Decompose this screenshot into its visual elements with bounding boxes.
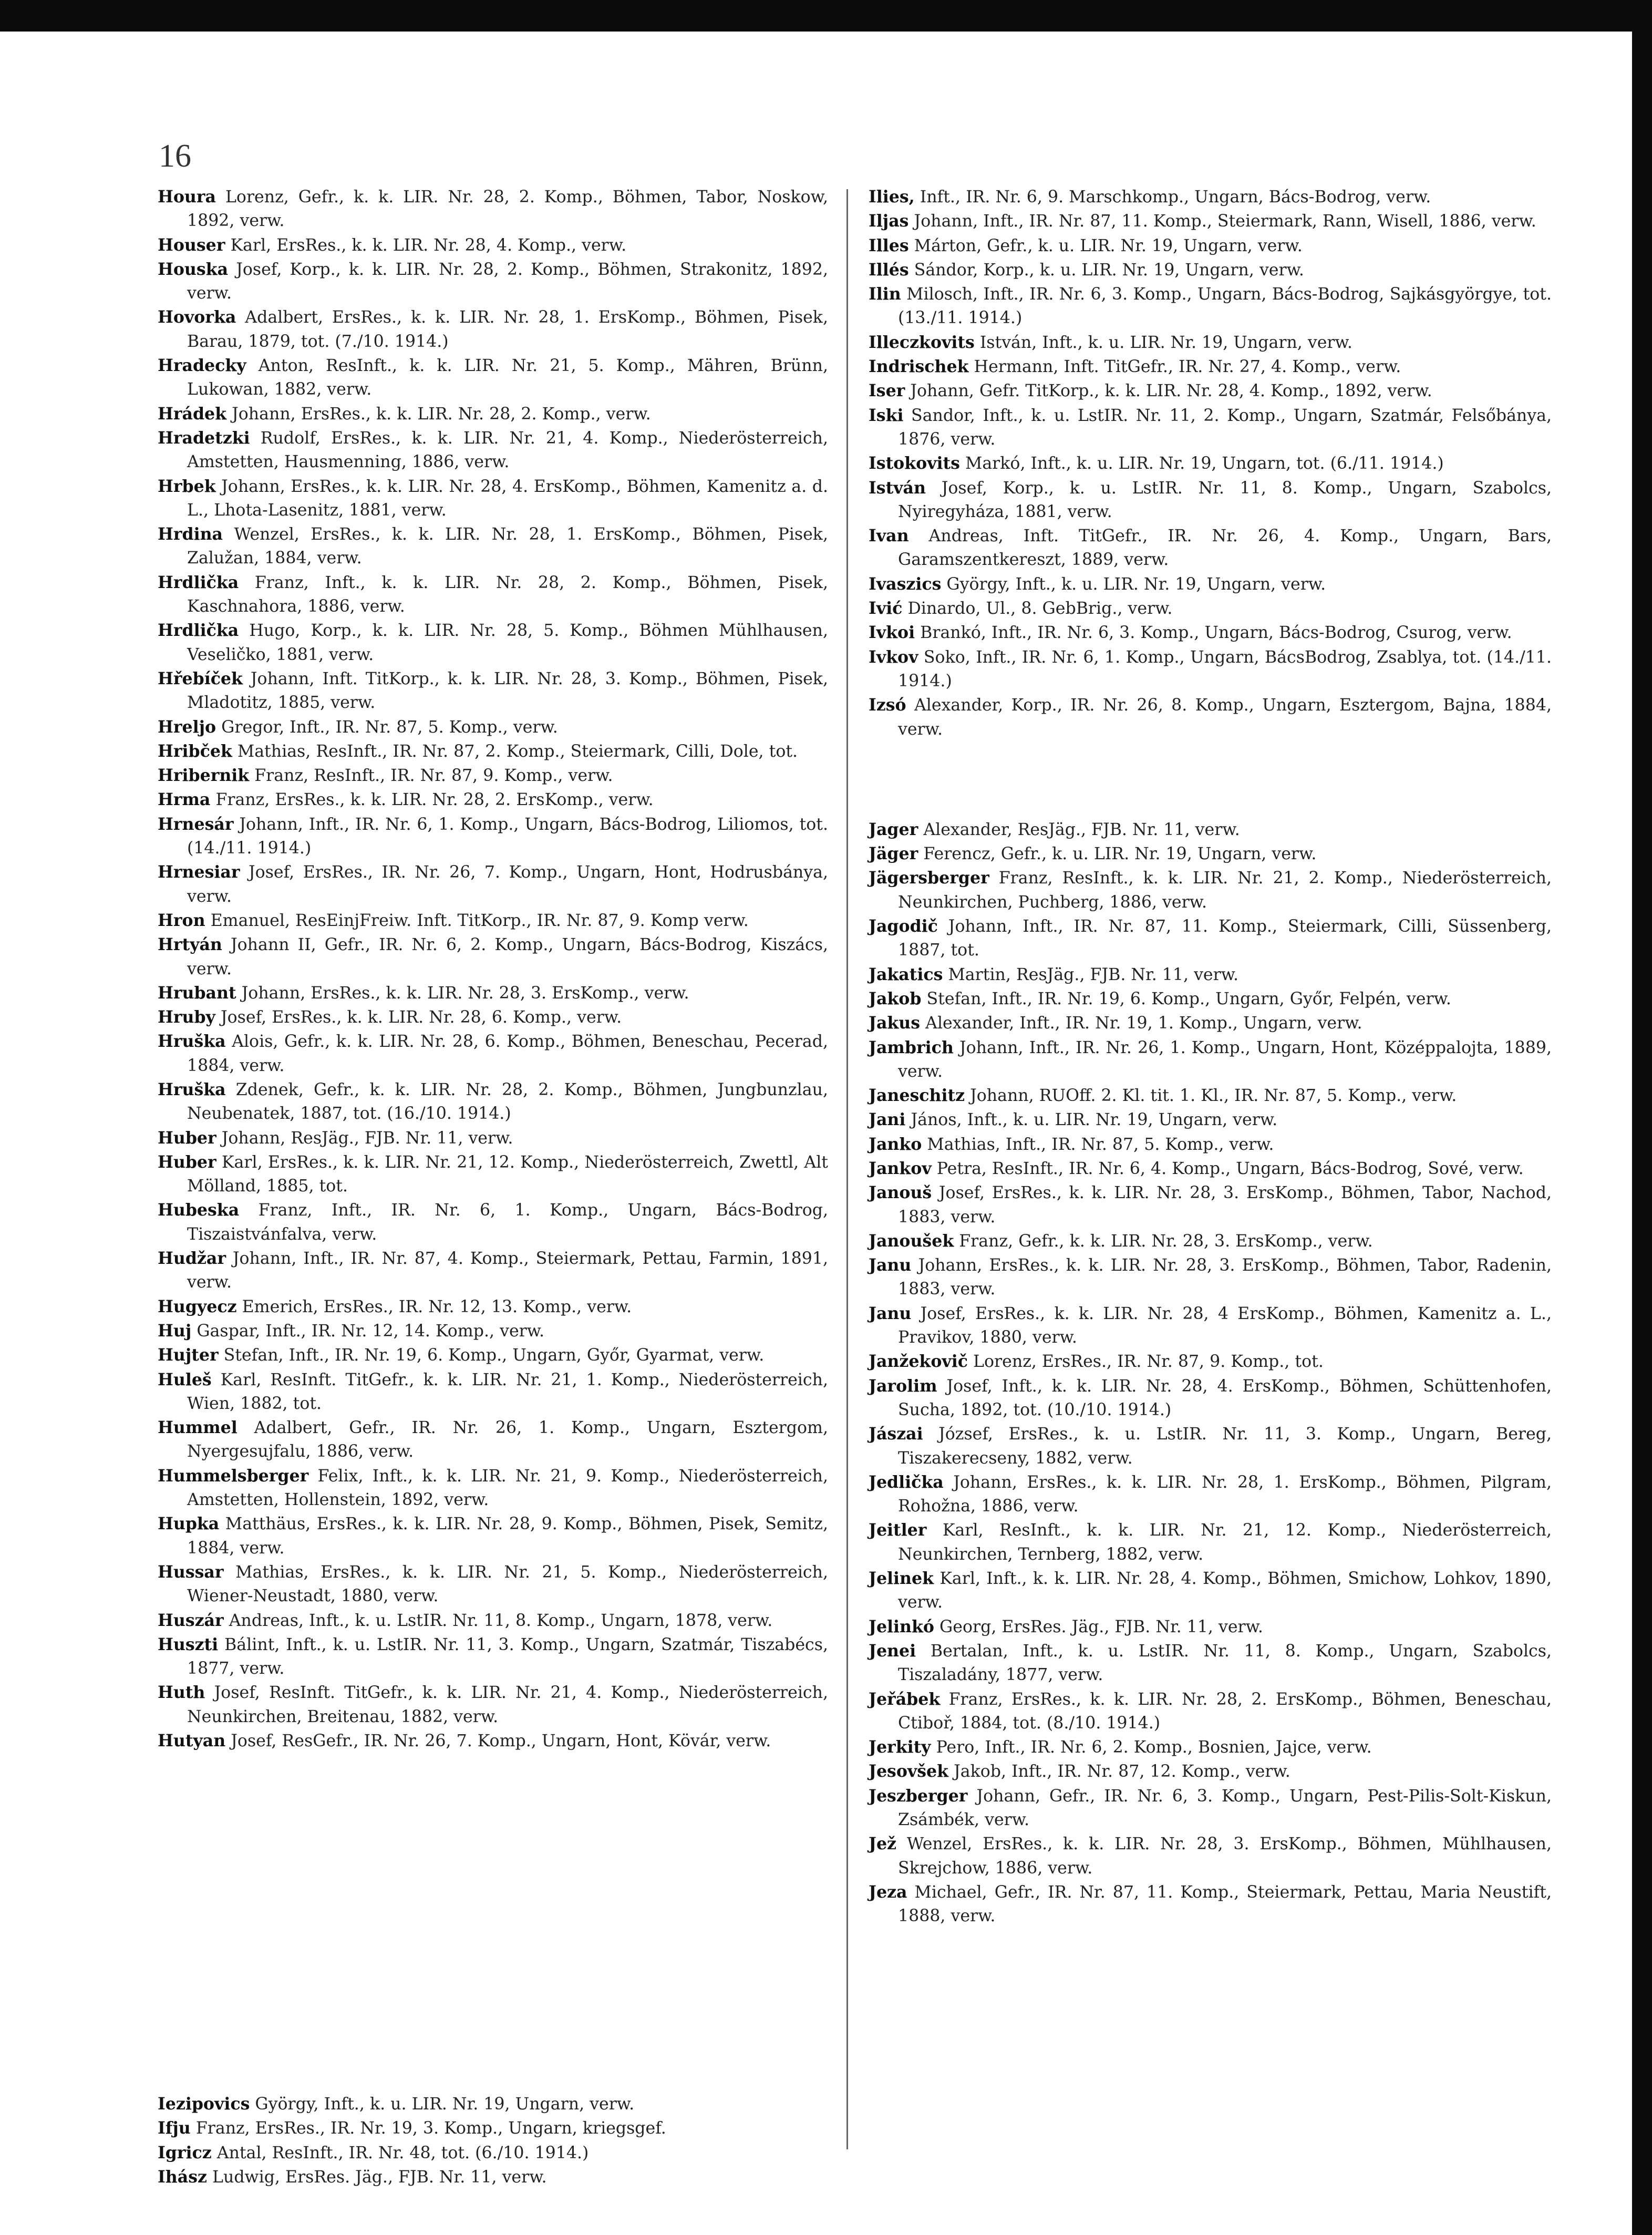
list-entry [158,981,828,1005]
entry-surname: Hřebíček [158,668,243,688]
entry-details: Josef, Inft., k. k. LIR. Nr. 28, 4. ErsKomp., Böhmen, Schüttenhofen, Sucha, 1892, tot. (10./10. 1914.) [898,1376,1552,1419]
entry-details: János, Inft., k. u. LIR. Nr. 19, Ungarn, verw. [911,1110,1278,1130]
list-entry [869,987,1552,1011]
entry-surname: Jelinkó [869,1616,934,1636]
list-entry [158,354,828,402]
entry-details: Josef, ErsRes., k. k. LIR. Nr. 28, 3. ErsKomp., Böhmen, Tabor, Nachod, 1883, verw. [898,1183,1552,1227]
entry-details: Inft., IR. Nr. 6, 9. Marschkomp., Ungarn, Bács-Bodrog, verw. [920,188,1431,207]
list-entry [158,2141,828,2165]
list-entry [869,1181,1552,1229]
entry-surname: Janoušek [869,1231,954,1251]
list-entry [158,764,828,788]
entry-details: Sandor, Inft., k. u. LstIR. Nr. 11, 2. Komp., Ungarn, Szatmár, Felsőbánya, 1876, verw. [898,406,1552,449]
entry-surname: Hummelsberger [158,1466,309,1486]
entry-details: Johann, ErsRes., k. k. LIR. Nr. 28, 4. ErsKomp., Böhmen, Kamenitz a. d. L., Lhota-Lasenitz, 1881, verw. [187,477,828,520]
entry-surname: Jakus [869,1013,921,1033]
entry-details: Alexander, Korp., IR. Nr. 26, 8. Komp., Ungarn, Esztergom, Bajna, 1884, verw. [898,696,1552,739]
list-entry [869,645,1552,694]
entry-surname: Houra [158,187,216,207]
entry-surname: Jagodič [869,916,938,936]
entry-surname: Igricz [158,2143,212,2162]
entry-surname: Hovorka [158,307,236,327]
entry-surname: Hribček [158,741,232,761]
entry-details: Milosch, Inft., IR. Nr. 6, 3. Komp., Ungarn, Bács-Bodrog, Sajkásgyörgye, tot. (13./11. 1914.) [898,285,1552,328]
entry-details: Johann, ErsRes., k. k. LIR. Nr. 28, 2. Komp., verw. [232,404,651,424]
entry-surname: Jedlička [869,1472,944,1492]
entry-surname: Hugyecz [158,1296,237,1316]
entry-details: György, Inft., k. u. LIR. Nr. 19, Ungarn, verw. [255,2095,635,2114]
list-entry [869,1132,1552,1157]
list-entry [869,1374,1552,1423]
entry-details: József, ErsRes., k. u. LstIR. Nr. 11, 3. Komp., Ungarn, Bereg, Tiszakerecseny, 1882, verw. [898,1425,1552,1468]
entry-surname: Ilin [869,284,901,304]
entry-details: Michael, Gefr., IR. Nr. 87, 11. Komp., Steiermark, Pettau, Maria Neustift, 1888, verw. [898,1882,1552,1926]
list-entry [869,914,1552,963]
list-entry [158,933,828,981]
scan-right-border [1632,0,1652,2235]
entry-surname: Ihász [158,2167,207,2187]
list-entry [158,812,828,861]
entry-surname: Ifju [158,2118,191,2138]
list-entry [869,963,1552,987]
entry-details: Franz, ErsRes., k. k. LIR. Nr. 28, 2. ErsKomp., Böhmen, Beneschau, Ctiboř, 1884, tot. (8./10. 1914.) [898,1690,1552,1733]
list-entry [158,909,828,933]
entry-surname: Jakatics [869,964,943,984]
entry-surname: Janu [869,1303,912,1323]
list-entry [869,1567,1552,1615]
entry-details: Adalbert, ErsRes., k. k. LIR. Nr. 28, 1. ErsKomp., Böhmen, Pisek, Barau, 1879, tot. (7./10. 1914.) [187,308,828,351]
entry-details: Martin, ResJäg., FJB. Nr. 11, verw. [948,965,1239,984]
list-entry [869,1036,1552,1084]
list-entry [869,1108,1552,1132]
entry-details: Johann, Inft., IR. Nr. 87, 4. Komp., Steiermark, Pettau, Farmin, 1891, verw. [187,1249,828,1292]
list-entry [869,1784,1552,1832]
entry-surname: Hruška [158,1079,226,1099]
entry-surname: Jeszberger [869,1786,968,1806]
list-entry [869,476,1552,524]
list-entry [158,305,828,354]
entry-surname: Hrtyán [158,935,222,955]
entry-details: István, Inft., k. u. LIR. Nr. 19, Ungarn, verw. [979,333,1352,352]
list-entry [158,1319,828,1343]
entry-details: Alexander, Inft., IR. Nr. 19, 1. Komp., Ungarn, verw. [925,1014,1362,1033]
list-entry [869,1832,1552,1880]
entry-details: Alexander, ResJäg., FJB. Nr. 11, verw. [923,820,1240,839]
list-entry [158,860,828,909]
list-entry [158,1078,828,1126]
list-entry [869,1735,1552,1759]
entry-surname: Hrdlička [158,621,239,641]
entry-details: Rudolf, ErsRes., k. k. LIR. Nr. 21, 4. Komp., Niederösterreich, Amstetten, Hausmenning, 1886, verw. [187,428,828,472]
entry-details: Andreas, Inft., k. u. LstIR. Nr. 11, 8. Komp., Ungarn, 1878, verw. [229,1611,773,1630]
entry-surname: Huj [158,1321,192,1341]
list-entry [869,1350,1552,1374]
entry-surname: Hrádek [158,404,227,424]
entry-surname: Janouš [869,1183,932,1203]
entry-details: Pero, Inft., IR. Nr. 6, 2. Komp., Bosnien, Jajce, verw. [936,1738,1372,1757]
entry-surname: Jászai [869,1424,923,1444]
entry-details: Johann, Gefr. TitKorp., k. k. LIR. Nr. 28, 4. Komp., 1892, verw. [910,382,1432,401]
entry-details: Franz, ResInft., IR. Nr. 87, 9. Komp., verw. [254,766,613,786]
scan-top-border [0,0,1652,32]
list-entry [869,185,1552,209]
entry-details: Johann, ErsRes., k. k. LIR. Nr. 28, 3. ErsKomp., verw. [241,983,689,1003]
entry-surname: Jeitler [869,1520,927,1540]
list-entry [158,1029,828,1078]
entry-surname: Hummel [158,1418,238,1438]
list-entry [158,2116,828,2140]
entry-surname: Jerkity [869,1737,931,1757]
entry-surname: Hribernik [158,766,250,786]
list-entry [158,1126,828,1150]
entry-surname: Hujter [158,1345,219,1365]
list-entry [158,667,828,715]
entry-details: Bertalan, Inft., k. u. LstIR. Nr. 11, 8. Komp., Ungarn, Szabolcs, Tiszaladány, 1877, verw. [898,1641,1552,1685]
entry-surname: Hubeska [158,1200,240,1220]
list-entry [869,331,1552,355]
list-entry [158,788,828,812]
entry-details: Stefan, Inft., IR. Nr. 19, 6. Komp., Ungarn, Győr, Gyarmat, verw. [223,1346,765,1365]
list-entry [869,596,1552,621]
entry-details: Matthäus, ErsRes., k. k. LIR. Nr. 28, 9. Komp., Böhmen, Pisek, Semitz, 1884, verw. [187,1515,828,1558]
list-entry [869,693,1552,741]
entry-surname: Hreljo [158,717,216,737]
entry-details: Josef, ErsRes., k. k. LIR. Nr. 28, 6. Komp., verw. [220,1008,622,1027]
entry-details: Josef, Korp., k. k. LIR. Nr. 28, 2. Komp., Böhmen, Strakonitz, 1892, verw. [187,260,829,303]
list-entry [158,522,828,571]
list-entry [869,1229,1552,1253]
entry-surname: Iser [869,381,905,401]
entry-surname: Houser [158,235,225,255]
list-entry [869,234,1552,258]
list-entry [158,739,828,764]
list-entry [869,1084,1552,1108]
entry-details: Johann, Inft., IR. Nr. 87, 11. Komp., Steiermark, Cilli, Süssenberg, 1887, tot. [898,917,1552,960]
left-entry-list [158,185,828,1753]
list-entry [158,1368,828,1416]
entry-surname: Huber [158,1128,216,1148]
entry-details: Anton, ResInft., k. k. LIR. Nr. 21, 5. Komp., Mähren, Brünn, Lukowan, 1882, verw. [187,356,829,399]
entry-details: Johann, RUOff. 2. Kl. tit. 1. Kl., IR. Nr. 87, 5. Komp., verw. [970,1086,1457,1106]
list-entry [869,1422,1552,1470]
list-entry [869,451,1552,476]
entry-surname: István [869,478,926,498]
list-entry [869,621,1552,645]
right-j-entry-list [869,818,1552,1929]
list-entry [869,1011,1552,1035]
entry-details: Jakob, Inft., IR. Nr. 87, 12. Komp., verw. [954,1762,1290,1781]
section-gap [869,741,1552,818]
list-entry [869,842,1552,866]
entry-details: Johann, ResJäg., FJB. Nr. 11, verw. [221,1128,513,1148]
list-entry [869,379,1552,403]
list-entry [158,1005,828,1029]
entry-details: Josef, Korp., k. u. LstIR. Nr. 11, 8. Komp., Ungarn, Szabolcs, Nyiregyháza, 1881, verw. [898,478,1552,521]
entry-surname: Jelinek [869,1569,934,1589]
entry-details: Karl, Inft., k. k. LIR. Nr. 28, 4. Komp., Böhmen, Smichow, Lohkov, 1890, verw. [898,1569,1552,1612]
list-entry [158,1512,828,1560]
list-entry [869,818,1552,842]
entry-surname: Huth [158,1683,205,1703]
entry-surname: Jambrich [869,1037,954,1057]
entry-surname: Hradetzki [158,428,250,448]
entry-details: Mathias, ErsRes., k. k. LIR. Nr. 21, 5. Komp., Niederösterreich, Wiener-Neustadt, 1880, verw. [187,1562,829,1606]
entry-details: Lorenz, Gefr., k. k. LIR. Nr. 28, 2. Komp., Böhmen, Tabor, Noskow, 1892, verw. [187,188,828,231]
list-entry [869,1639,1552,1687]
entry-details: Johann, Inft. TitKorp., k. k. LIR. Nr. 28, 3. Komp., Böhmen, Pisek, Mladotitz, 1885, verw. [187,669,828,713]
entry-surname: Jägersberger [869,868,989,888]
list-entry [869,1302,1552,1350]
list-entry [158,2092,828,2116]
entry-surname: Jani [869,1110,906,1130]
entry-details: Brankó, Inft., IR. Nr. 6, 3. Komp., Ungarn, Bács-Bodrog, Csurog, verw. [920,623,1512,643]
entry-details: Franz, ErsRes., k. k. LIR. Nr. 28, 2. ErsKomp., verw. [215,790,654,810]
list-entry [158,1416,828,1464]
left-bottom-entry-list [158,2092,828,2189]
list-entry [158,475,828,523]
entry-details: Dinardo, Ul., 8. GebBrig., verw. [907,599,1173,619]
list-entry [158,571,828,619]
entry-details: Josef, ErsRes., IR. Nr. 26, 7. Komp., Ungarn, Hont, Hodrusbánya, verw. [187,863,828,906]
list-entry [158,1560,828,1609]
entry-details: Gaspar, Inft., IR. Nr. 12, 14. Komp., verw. [197,1321,545,1341]
list-entry [158,1247,828,1295]
list-entry [869,282,1552,331]
entry-details: Ferencz, Gefr., k. u. LIR. Nr. 19, Ungarn, verw. [923,844,1317,864]
entry-surname: Hrubant [158,983,236,1003]
entry-details: Karl, ErsRes., k. k. LIR. Nr. 28, 4. Komp., verw. [230,235,627,255]
entry-surname: Hron [158,910,205,930]
entry-surname: Huber [158,1152,216,1172]
entry-surname: Jager [869,819,918,839]
entry-details: Franz, Inft., k. k. LIR. Nr. 28, 2. Komp., Böhmen, Pisek, Kaschnahora, 1886, verw. [187,573,829,616]
entry-details: Hermann, Inft. TitGefr., IR. Nr. 27, 4. Komp., verw. [974,357,1401,377]
list-entry [869,866,1552,914]
entry-details: Georg, ErsRes. Jäg., FJB. Nr. 11, verw. [939,1617,1263,1636]
entry-details: Johann, Inft., IR. Nr. 87, 11. Komp., Steiermark, Rann, Wisell, 1886, verw. [914,212,1536,231]
list-entry [869,1518,1552,1567]
entry-details: Gregor, Inft., IR. Nr. 87, 5. Komp., verw. [221,717,558,737]
entry-surname: Jakob [869,988,922,1008]
list-entry [869,1615,1552,1639]
entry-surname: Jankov [869,1158,932,1178]
list-entry [158,1464,828,1512]
entry-surname: Hrnesiar [158,862,240,882]
entry-surname: Janu [869,1255,912,1275]
entry-surname: Huszti [158,1634,219,1654]
entry-surname: Hruby [158,1007,215,1027]
right-i-entry-list [869,185,1552,741]
entry-details: Ludwig, ErsRes. Jäg., FJB. Nr. 11, verw. [212,2167,547,2187]
entry-surname: Iljas [869,211,909,231]
list-entry [869,209,1552,233]
entry-details: Emanuel, ResEinjFreiw. Inft. TitKorp., IR. Nr. 87, 9. Komp verw. [210,911,749,930]
entry-details: Petra, ResInft., IR. Nr. 6, 4. Komp., Ungarn, Bács-Bodrog, Sové, verw. [936,1159,1524,1178]
list-entry [869,1880,1552,1929]
page-number: 16 [159,138,191,174]
entry-surname: Iezipovics [158,2094,250,2114]
right-column [869,185,1552,1928]
entry-details: Wenzel, ErsRes., k. k. LIR. Nr. 28, 3. ErsKomp., Böhmen, Mühlhausen, Skrejchow, 1886, verw. [898,1835,1552,1878]
entry-surname: Illés [869,260,909,280]
list-entry [869,258,1552,282]
entry-surname: Istokovits [869,454,960,473]
list-entry [158,185,828,233]
entry-surname: Ivkoi [869,623,915,643]
left-column [158,185,829,2187]
entry-details: Stefan, Inft., IR. Nr. 19, 6. Komp., Ungarn, Győr, Felpén, verw. [926,989,1451,1008]
entry-details: Emerich, ErsRes., IR. Nr. 12, 13. Komp., verw. [242,1297,632,1316]
list-entry [869,1253,1552,1302]
entry-surname: Janko [869,1134,922,1154]
entry-details: Sándor, Korp., k. u. LIR. Nr. 19, Ungarn, verw. [914,260,1304,280]
entry-details: Zdenek, Gefr., k. k. LIR. Nr. 28, 2. Komp., Böhmen, Jungbunzlau, Neubenatek, 1887, tot. (16./10. 1914.) [187,1080,829,1124]
entry-surname: Ivan [869,526,909,546]
entry-details: Johann, Inft., IR. Nr. 6, 1. Komp., Ungarn, Bács-Bodrog, Liliomos, tot. (14./11. 1914.) [187,815,828,858]
entry-details: Karl, ResInft., k. k. LIR. Nr. 21, 12. Komp., Niederösterreich, Neunkirchen, Ternberg, 1882, verw. [898,1521,1552,1564]
entry-surname: Jenei [869,1641,916,1661]
entry-details: Franz, ErsRes., IR. Nr. 19, 3. Komp., Ungarn, kriegsgef. [195,2119,666,2138]
entry-details: Johann, ErsRes., k. k. LIR. Nr. 28, 3. ErsKomp., Böhmen, Tabor, Radenin, 1883, verw. [898,1256,1552,1299]
entry-details: Andreas, Inft. TitGefr., IR. Nr. 26, 4. Komp., Ungarn, Bars, Garamszentkereszt, 1889, verw. [898,527,1552,570]
entry-surname: Jäger [869,844,918,864]
entry-details: Josef, ResInft. TitGefr., k. k. LIR. Nr. 21, 4. Komp., Niederösterreich, Neunkirchen, Breitenau, 1882, verw. [187,1683,829,1726]
entry-surname: Hupka [158,1514,220,1534]
entry-details: Adalbert, Gefr., IR. Nr. 26, 1. Komp., Ungarn, Esztergom, Nyergesujfalu, 1886, verw. [187,1418,828,1461]
entry-surname: Hrdlička [158,572,239,592]
entry-details: Alois, Gefr., k. k. LIR. Nr. 28, 6. Komp., Böhmen, Beneschau, Pecerad, 1884, verw. [187,1032,828,1075]
entry-details: Johann, Inft., IR. Nr. 26, 1. Komp., Ungarn, Hont, Középpalojta, 1889, verw. [898,1038,1552,1081]
list-entry [158,426,828,475]
list-entry [158,1729,828,1753]
list-entry [869,1759,1552,1784]
entry-details: György, Inft., k. u. LIR. Nr. 19, Ungarn, verw. [946,574,1326,594]
entry-details: Johann, Gefr., IR. Nr. 6, 3. Komp., Ungarn, Pest-Pilis-Solt-Kiskun, Zsámbék, verw. [898,1786,1552,1829]
entry-details: Mathias, Inft., IR. Nr. 87, 5. Komp., verw. [927,1135,1274,1154]
entry-details: Márton, Gefr., k. u. LIR. Nr. 19, Ungarn, verw. [914,236,1303,255]
entry-surname: Jež [869,1834,896,1854]
entry-surname: Hutyan [158,1731,226,1750]
entry-surname: Hrnesár [158,814,234,834]
entry-details: Felix, Inft., k. k. LIR. Nr. 21, 9. Komp., Niederösterreich, Amstetten, Hollenstein, 1892, verw. [187,1466,828,1510]
entry-surname: Iski [869,405,904,425]
entry-surname: Ivkov [869,647,918,667]
entry-details: Mathias, ResInft., IR. Nr. 87, 2. Komp., Steiermark, Cilli, Dole, tot. [237,741,798,761]
entry-surname: Indrischek [869,357,969,377]
list-entry [869,524,1552,572]
entry-details: Hugo, Korp., k. k. LIR. Nr. 28, 5. Komp., Böhmen Mühlhausen, Veseličko, 1881, verw. [187,621,828,664]
list-entry [158,402,828,426]
list-entry [158,1295,828,1319]
list-entry [869,1470,1552,1519]
list-entry [158,1633,828,1681]
entry-surname: Jeřábek [869,1689,941,1709]
entry-surname: Hussar [158,1562,224,1582]
entry-surname: Hudžar [158,1249,226,1269]
list-entry [158,1343,828,1367]
list-entry [869,355,1552,379]
entry-details: Franz, Inft., IR. Nr. 6, 1. Komp., Ungarn, Bács-Bodrog, Tiszaistvánfalva, verw. [187,1201,828,1244]
entry-surname: Jarolim [869,1376,937,1396]
entry-surname: Ilies, [869,187,915,207]
entry-details: Josef, ResGefr., IR. Nr. 26, 7. Komp., Ungarn, Hont, Kövár, verw. [231,1732,771,1750]
column-divider [846,189,848,2149]
entry-surname: Hrbek [158,476,216,496]
entry-surname: Hrdina [158,524,223,544]
entry-details: Bálint, Inft., k. u. LstIR. Nr. 11, 3. Komp., Ungarn, Szatmár, Tiszabécs, 1877, verw. [187,1635,829,1678]
entry-surname: Janeschitz [869,1086,965,1106]
list-entry [158,1609,828,1633]
list-entry [869,1687,1552,1736]
list-entry [158,2165,828,2189]
entry-details: Franz, Gefr., k. k. LIR. Nr. 28, 3. ErsKomp., verw. [959,1231,1373,1251]
list-entry [158,258,828,306]
entry-details: Franz, ResInft., k. k. LIR. Nr. 21, 2. Komp., Niederösterreich, Neunkirchen, Puchberg, 1886, verw. [898,869,1552,912]
entry-surname: Ivić [869,599,903,619]
entry-surname: Jeza [869,1882,907,1902]
entry-details: Antal, ResInft., IR. Nr. 48, tot. (6./10. 1914.) [216,2143,589,2162]
entry-surname: Huszár [158,1610,224,1630]
list-entry [158,1198,828,1247]
entry-surname: Izsó [869,695,906,715]
entry-surname: Illeczkovits [869,332,975,352]
entry-surname: Houska [158,259,229,279]
entry-surname: Hruška [158,1032,226,1052]
entry-details: Wenzel, ErsRes., k. k. LIR. Nr. 28, 1. ErsKomp., Böhmen, Pisek, Zalužan, 1884, verw. [187,525,828,568]
entry-surname: Hrma [158,790,211,810]
list-entry [158,233,828,258]
entry-surname: Hradecky [158,356,246,376]
list-entry [158,1150,828,1199]
entry-details: Markó, Inft., k. u. LIR. Nr. 19, Ungarn, tot. (6./11. 1914.) [965,454,1444,473]
list-entry [158,715,828,739]
list-entry [869,572,1552,596]
entry-details: Johann, ErsRes., k. k. LIR. Nr. 28, 1. ErsKomp., Böhmen, Pilgram, Rohožna, 1886, verw. [898,1472,1552,1516]
entry-details: Karl, ResInft. TitGefr., k. k. LIR. Nr. 21, 1. Komp., Niederösterreich, Wien, 1882, tot. [187,1370,828,1413]
list-entry [869,1157,1552,1181]
entry-surname: Jesovšek [869,1762,949,1781]
entry-details: Soko, Inft., IR. Nr. 6, 1. Komp., Ungarn, BácsBodrog, Zsablya, tot. (14./11. 1914.) [898,647,1552,691]
entry-details: Lorenz, ErsRes., IR. Nr. 87, 9. Komp., tot. [973,1352,1324,1372]
entry-surname: Illes [869,235,909,255]
entry-details: Johann II, Gefr., IR. Nr. 6, 2. Komp., Ungarn, Bács-Bodrog, Kiszács, verw. [187,935,829,979]
entry-surname: Janžekovič [869,1352,968,1372]
entry-surname: Huleš [158,1369,212,1389]
entry-details: Josef, ErsRes., k. k. LIR. Nr. 28, 4 ErsKomp., Böhmen, Kamenitz a. L., Pravikov, 1880, verw. [898,1304,1552,1347]
entry-surname: Ivaszics [869,574,942,594]
entry-details: Karl, ErsRes., k. k. LIR. Nr. 21, 12. Komp., Niederösterreich, Zwettl, Alt Mölland, 1885, tot. [187,1152,828,1196]
list-entry [869,404,1552,452]
list-entry [158,1681,828,1729]
list-entry [158,619,828,667]
